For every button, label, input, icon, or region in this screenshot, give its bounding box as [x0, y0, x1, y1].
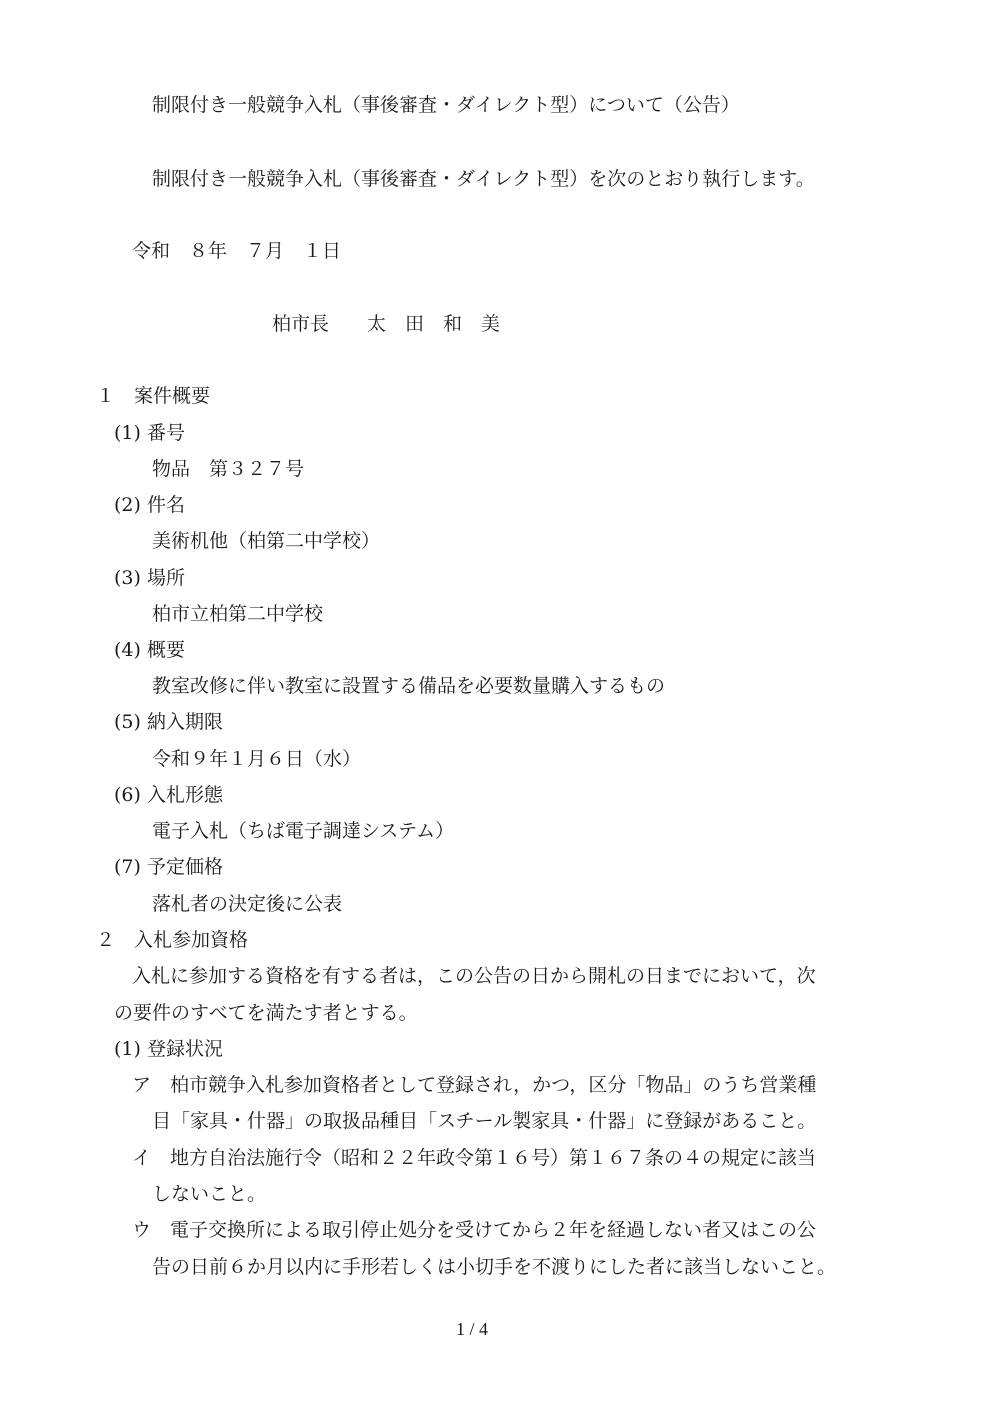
- condition-u-line2: 告の日前６か月以内に手形若しくは小切手を不渡りにした者に該当しないこと。: [152, 1256, 837, 1278]
- item-label-bid-format: (6) 入札形態: [114, 784, 223, 806]
- qualification-intro-line2: の要件のすべてを満たす者とする。: [114, 1002, 418, 1024]
- item-label-estimated-price: (7) 予定価格: [114, 856, 223, 878]
- intro-text: 制限付き一般競争入札（事後審査・ダイレクト型）を次のとおり執行します。: [152, 168, 815, 190]
- section-heading-overview: １ 案件概要: [96, 385, 211, 407]
- qualification-intro-line1: 入札に参加する資格を有する者は，この公告の日から開札の日までにおいて，次: [132, 965, 816, 987]
- item-value-estimated-price: 落札者の決定後に公表: [152, 893, 343, 915]
- item-value-deadline: 令和９年１月６日（水）: [152, 748, 362, 770]
- item-label-summary: (4) 概要: [114, 639, 185, 661]
- item-label-deadline: (5) 納入期限: [114, 711, 223, 733]
- condition-a-line1: ア 柏市競争入札参加資格者として登録され，かつ，区分「物品」のうち営業種: [132, 1074, 817, 1096]
- item-label-name: (2) 件名: [114, 494, 185, 516]
- item-value-summary: 教室改修に伴い教室に設置する備品を必要数量購入するもの: [152, 675, 666, 697]
- page-number: 1 / 4: [456, 1319, 489, 1339]
- condition-u-line1: ウ 電子交換所による取引停止処分を受けてから２年を経過しない者又はこの公: [132, 1219, 817, 1241]
- issuer-name: 柏市長 太 田 和 美: [272, 313, 501, 335]
- condition-a-line2: 目「家具・什器」の取扱品種目「スチール製家具・什器」に登録があること。: [152, 1110, 817, 1132]
- item-value-place: 柏市立柏第二中学校: [152, 603, 324, 625]
- item-label-number: (1) 番号: [114, 422, 185, 444]
- item-label-place: (3) 場所: [114, 567, 185, 589]
- section-heading-qualification: ２ 入札参加資格: [96, 929, 249, 951]
- condition-i-line2: しないこと。: [152, 1183, 267, 1205]
- item-value-number: 物品 第３２７号: [152, 458, 305, 480]
- sub-label-registration: (1) 登録状況: [114, 1038, 223, 1060]
- notice-title: 制限付き一般競争入札（事後審査・ダイレクト型）について（公告）: [152, 94, 740, 116]
- notice-date: 令和 ８年 ７月 １日: [132, 240, 342, 262]
- condition-i-line1: イ 地方自治法施行令（昭和２２年政令第１６号）第１６７条の４の規定に該当: [132, 1147, 817, 1169]
- item-value-name: 美術机他（柏第二中学校）: [152, 530, 381, 552]
- item-value-bid-format: 電子入札（ちば電子調達システム）: [152, 820, 455, 842]
